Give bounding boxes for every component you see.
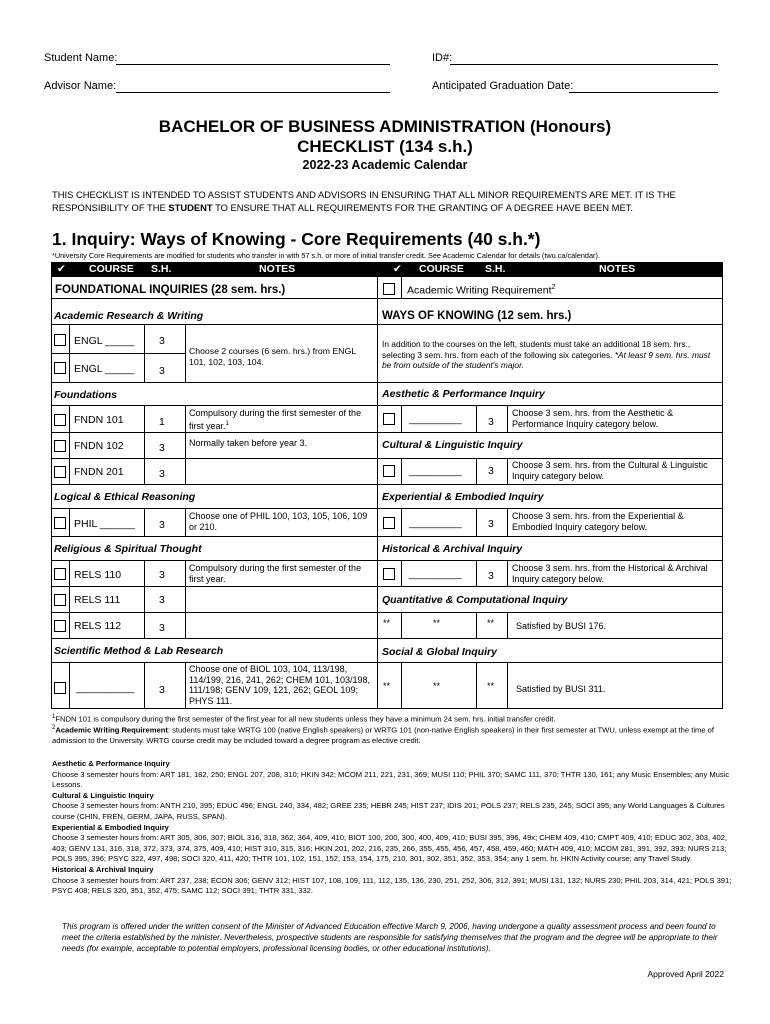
fndn101-course: FNDN 101	[74, 414, 124, 426]
list-experiential-heading: Experiential & Embodied Inquiry	[52, 822, 169, 832]
experiential-course[interactable]: _________	[409, 517, 462, 529]
quantitative-course: **	[433, 618, 441, 628]
aesthetic-checkbox[interactable]	[383, 413, 395, 425]
fndn201-sh: 3	[159, 468, 165, 480]
id-label: ID#:	[432, 52, 453, 64]
science-note: Choose one of BIOL 103, 104, 113/198, 114/199, 216, 241, 262; CHEM 101, 103/198, 111/198; GENV 109, 121, 262; GEOL 109; PHYS 111.	[189, 664, 370, 706]
list-historical: Choose 3 semester hours from: ART 237, 238; ECON 306; GENV 312; HIST 107, 108, 109, 111, 112, 135, 136, 230, 251, 252, 306, 312, 391; MUSI 131, 132; NURS 230; PHIL 203, 314, 421; POLS 391; PSYC 408; RELS 320, 351, 352, 475; SAMC 112; SOCI 391; THTR 331, 332.	[52, 875, 732, 896]
fndn102-note: Normally taken before year 3.	[189, 438, 308, 448]
rels110-note: Compulsory during the first semester of the first year.	[189, 563, 362, 584]
aesthetic-course[interactable]: _________	[409, 413, 462, 425]
quantitative-sh: **	[487, 618, 495, 628]
social-check: **	[383, 681, 391, 691]
list-aesthetic: Choose 3 semester hours from: ART 181, 182, 250; ENGL 207, 208, 310; HKIN 342; MCOM 211, 221, 231, 369; MUSI 110; PHIL 370; SAMC 111, 370; THTR 130, 161; any Music Ensembles; any Music Lessons.	[52, 769, 730, 790]
category-historical: Historical & Archival Inquiry	[382, 543, 523, 555]
student-name-label: Student Name:	[44, 52, 118, 64]
aesthetic-sh: 3	[488, 416, 494, 428]
list-experiential: Choose 3 semester hours from: ART 305, 306, 307; BIOL 316, 318, 362, 364, 409, 410; BIOT 100, 200, 300, 400, 409, 410; BUSI 395, 396, 49x; CHEM 409, 410; CMPT 409, 410; EDUC 302, 303, 402, 403; GENV 131, 316, 318, 372, 373, 374, 375, 409, 410; HIST 310, 315, 316; HKIN 201, 202, 216, 235, 266, 355, 455, 456, 457, 458, 459, 460; MATH 409, 410; MCOM 281, 391, 392, 393; NURS 213; POLS 395, 396; PSYC 322, 497, 498; SOCI 320, 411, 420; THTR 101, 102, 151, 152, 153, 154, 175, 210, 301, 302, 351, 352, 353, 354; any 1 sem. hr. HKIN Activity course; any Travel Study.	[52, 833, 728, 864]
rels112-checkbox[interactable]	[54, 620, 66, 632]
list-cultural-heading: Cultural & Linguistic Inquiry	[52, 790, 154, 800]
fndn201-course: FNDN 201	[74, 466, 124, 478]
science-sh: 3	[159, 684, 165, 696]
approved-date: Approved April 2022	[647, 969, 724, 979]
academic-calendar: 2022-23 Academic Calendar	[302, 158, 468, 172]
historical-checkbox[interactable]	[383, 568, 395, 580]
awr-checkbox[interactable]	[383, 283, 395, 295]
category-experiential: Experiential & Embodied Inquiry	[382, 491, 544, 503]
engl-2-sh: 3	[159, 365, 165, 377]
list-cultural: Choose 3 semester hours from: ANTH 210, 395; EDUC 496; ENGL 240, 334, 482; GREE 235; HEBR 245; HIST 237; IDIS 201; POLS 237; RELS 235, 245; SOCI 395; any World Languages & Cultures course (CHIN, FREN, GERM, JAPA, RUSS, SPAN).	[52, 801, 725, 821]
id-field[interactable]	[450, 64, 718, 65]
science-course[interactable]: __________	[76, 682, 135, 694]
category-quantitative: Quantitative & Computational Inquiry	[382, 594, 568, 606]
advisor-name-label: Advisor Name:	[44, 80, 117, 92]
historical-note: Choose 3 sem. hrs. from the Historical & Archival Inquiry category below.	[512, 563, 708, 584]
page-subtitle: CHECKLIST (134 s.h.)	[297, 137, 473, 156]
advisor-name-field[interactable]	[116, 92, 390, 93]
category-aesthetic: Aesthetic & Performance Inquiry	[382, 388, 545, 400]
foundational-inquiries-heading: FOUNDATIONAL INQUIRIES (28 sem. hrs.)	[55, 284, 286, 296]
intro-text: THIS CHECKLIST IS INTENDED TO ASSIST STUDENTS AND ADVISORS IN ENSURING THAT ALL MINOR REQUIREMENTS ARE MET. IT IS THE RESPONSIBILITY OF THE STUDENT TO ENSURE THAT ALL REQUIREMENTS FOR THE GRANTING OF A DEGREE HAVE BEEN MET.	[52, 189, 676, 213]
cultural-note: Choose 3 sem. hrs. from the Cultural & Linguistic Inquiry category below.	[512, 460, 708, 481]
cultural-sh: 3	[488, 465, 494, 477]
graduation-date-field[interactable]	[569, 92, 718, 93]
ways-of-knowing-note: In addition to the courses on the left, students must take an additional 18 sem. hrs., selecting 3 sem. hrs. from each of the following six categories. *At least 9 sem. hrs. must be from outside of the student's major.	[382, 339, 711, 370]
section-title: 1. Inquiry: Ways of Knowing - Core Requirements (40 s.h.*)	[52, 229, 541, 249]
rels112-course: RELS 112	[74, 620, 122, 632]
cultural-checkbox[interactable]	[383, 465, 395, 477]
ministry-consent-statement: This program is offered under the written consent of the Minister of Advanced Education effective March 9, 2006, having undergone a quality assessment process and been found to meet the criteria established by the minister. Nevertheless, prospective students are responsible for satisfying themselves that the program and the degree will be appropriate to their needs (for example, acceptable to potential employers, professional licensing bodies, or other educational institutions).	[62, 922, 718, 953]
rels110-checkbox[interactable]	[54, 568, 66, 580]
category-scientific-method: Scientific Method & Lab Research	[54, 645, 224, 657]
category-religious-spiritual: Religious & Spiritual Thought	[54, 543, 202, 555]
ways-of-knowing-heading: WAYS OF KNOWING (12 sem. hrs.)	[382, 310, 572, 322]
engl-1-course: ENGL _____	[74, 335, 135, 347]
rels111-checkbox[interactable]	[54, 594, 66, 606]
phil-checkbox[interactable]	[54, 517, 66, 529]
experiential-sh: 3	[488, 518, 494, 530]
social-course: **	[433, 681, 441, 691]
engl-2-course: ENGL _____	[74, 363, 135, 375]
category-social-global: Social & Global Inquiry	[382, 646, 497, 658]
social-note: Satisfied by BUSI 311.	[516, 684, 606, 694]
rels111-course: RELS 111	[74, 594, 121, 606]
quantitative-check: **	[383, 618, 391, 628]
section-subnote: *University Core Requirements are modified for students who transfer in with 57 s.h. or more of initial transfer credit. See Academic Calendar for details (twu.ca/calendar).	[52, 251, 600, 260]
science-checkbox[interactable]	[54, 682, 66, 694]
engl-1-checkbox[interactable]	[54, 334, 66, 346]
category-cultural: Cultural & Linguistic Inquiry	[382, 439, 523, 451]
historical-course[interactable]: _________	[409, 568, 462, 580]
table-header-right: ✔ COURSE S.H. NOTES	[385, 262, 723, 277]
category-lists	[52, 759, 742, 897]
footnote-2: $^2$Academic Writing Requirement: students must take WRTG 100 (native English speakers) or WRTG 101 (non-native English speakers) in their first semester at TWU, unless exempt at the time of admission to the University. WRTG course credit may be included toward a degree program as elective credit.	[52, 725, 715, 746]
fndn102-sh: 3	[159, 442, 165, 454]
list-historical-heading: Historical & Archival Inquiry	[52, 864, 154, 874]
category-logical-ethical: Logical & Ethical Reasoning	[54, 491, 196, 503]
fndn101-note: Compulsory during the first semester of the first year.$^1$	[189, 408, 362, 431]
quantitative-note: Satisfied by BUSI 176.	[516, 621, 607, 631]
student-name-field[interactable]	[116, 64, 390, 65]
table-header-left: ✔ COURSE S.H. NOTES	[51, 262, 385, 277]
engl-1-sh: 3	[159, 335, 165, 347]
category-academic-research: Academic Research & Writing	[54, 310, 204, 322]
fndn102-course: FNDN 102	[74, 440, 124, 452]
requirements-table	[51, 262, 723, 709]
phil-sh: 3	[159, 519, 165, 531]
footnote-1: $^1$FNDN 101 is compulsory during the first semester of the first year for all new students unless they have a minimum 24 sem. hrs. initial transfer credit.	[52, 714, 556, 724]
rels111-sh: 3	[159, 594, 165, 606]
cultural-course[interactable]: _________	[409, 465, 462, 477]
fndn102-checkbox[interactable]	[54, 440, 66, 452]
fndn101-sh: 1	[159, 416, 165, 428]
rels110-course: RELS 110	[74, 569, 122, 581]
phil-course: PHIL ______	[74, 518, 135, 530]
aesthetic-note: Choose 3 sem. hrs. from the Aesthetic & Performance Inquiry category below.	[512, 408, 674, 429]
historical-sh: 3	[488, 570, 494, 582]
list-aesthetic-heading: Aesthetic & Performance Inquiry	[52, 759, 170, 768]
engl-note: Choose 2 courses (6 sem. hrs.) from ENGL 101, 102, 103, 104.	[189, 346, 356, 367]
experiential-note: Choose 3 sem. hrs. from the Experiential & Embodied Inquiry category below.	[512, 511, 684, 532]
rels112-sh: 3	[159, 622, 165, 634]
phil-note: Choose one of PHIL 100, 103, 105, 106, 109 or 210.	[189, 511, 368, 532]
page-title: BACHELOR OF BUSINESS ADMINISTRATION (Honours)	[158, 117, 612, 136]
awr-label: Academic Writing Requirement$^2$	[407, 284, 556, 297]
engl-2-checkbox[interactable]	[54, 362, 66, 374]
rels110-sh: 3	[159, 569, 165, 581]
experiential-checkbox[interactable]	[383, 517, 395, 529]
category-foundations: Foundations	[54, 389, 117, 401]
fndn101-checkbox[interactable]	[54, 414, 66, 426]
graduation-date-label: Anticipated Graduation Date:	[432, 80, 574, 92]
social-sh: **	[487, 681, 495, 691]
fndn201-checkbox[interactable]	[54, 466, 66, 478]
